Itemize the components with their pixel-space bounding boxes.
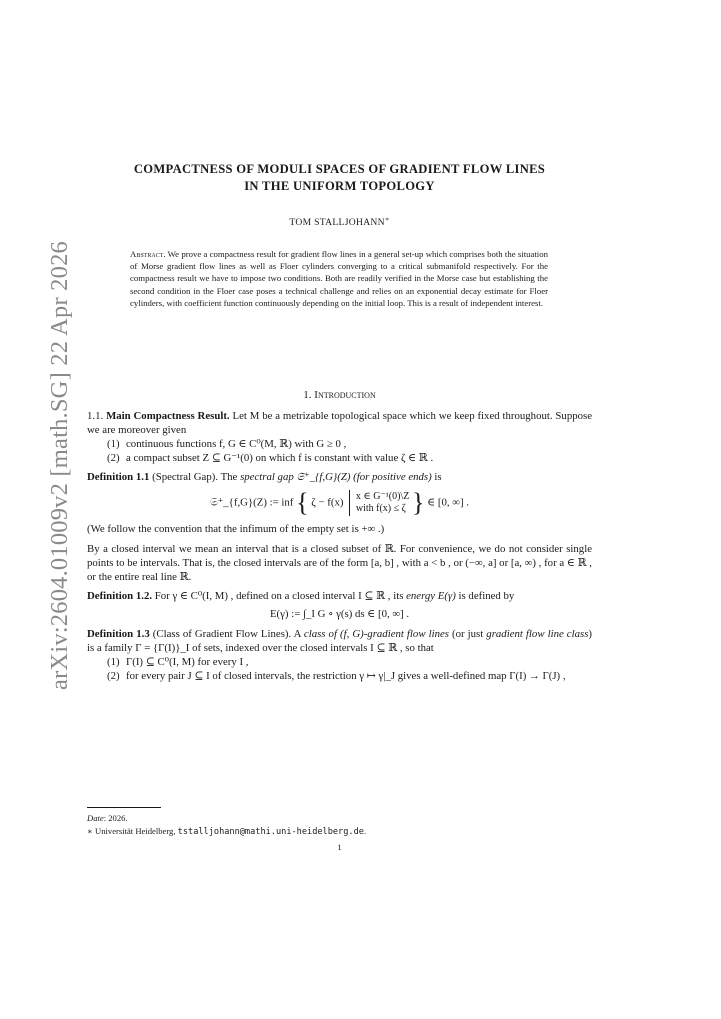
affiliation-mark: ∗ <box>87 826 93 836</box>
paper-title <box>87 161 592 195</box>
definition-label: Definition 1.2. <box>87 589 153 602</box>
arxiv-sidebar <box>20 241 73 690</box>
definition-name: (Class of Gradient Flow Lines). <box>152 628 292 641</box>
list-item-number: (1) <box>107 438 120 451</box>
definition-text: (or just <box>452 628 484 641</box>
closed-interval-paragraph: By a closed interval we mean an interval that is a closed subset of ℝ. For convenience, we do not consider single points to be intervals. That is, the closed intervals are of the form [a, b] , with a < b , or (−∞, a] or [a, ∞) , for a ∈ ℝ , or the entire real line ℝ. <box>87 542 592 583</box>
title-line-1: COMPACTNESS OF MODULI SPACES OF GRADIENT FLOW LINES <box>133 162 546 176</box>
date-label: Date <box>87 813 104 823</box>
definition-text: The <box>220 471 238 484</box>
definition-term: spectral gap 𝔖⁺_{f,G}(Z) (for positive ends) <box>240 471 432 484</box>
author-footnote-mark: ∗ <box>384 216 390 223</box>
list-item-number: (2) <box>107 452 120 465</box>
list-item-text: continuous functions f, G ∈ C⁰(M, ℝ) with G ≥ 0 , <box>126 438 347 451</box>
section-heading <box>87 389 592 401</box>
definition-1-2 <box>87 589 592 603</box>
page-number: 1 <box>337 842 342 852</box>
list-item-number: (2) <box>107 670 120 683</box>
title-line-2: IN THE UNIFORM TOPOLOGY <box>244 179 435 193</box>
author-name: TOM STALLJOHANN <box>289 217 385 229</box>
footnote-rule <box>87 807 161 808</box>
right-brace-icon: } <box>412 488 425 518</box>
divider <box>349 490 350 516</box>
definition-text: ) is a family Γ = {Γ(I)}_I of sets, indexed over the closed intervals I ⊆ ℝ , so that <box>87 628 593 655</box>
list-item-text: for every pair J ⊆ I of closed intervals, the restriction γ ↦ γ|_J gives a well-defined map Γ(I) → Γ(J) , <box>126 670 566 683</box>
definition-1-3 <box>87 627 592 655</box>
abstract-text: We prove a compactness result for gradient flow lines in a general set-up which comprises both the situation of Morse gradient flow lines as well as Floer cylinders converging to a critical submanifold respectively. For the compactness result we have to impose two conditions. Both are readily verified in the Morse case but establishing the second condition in the Floer case poses a technical challenge and relies on an exponential decay estimate for Floer cylinders, with coefficient function continuously depending on the initial loop. This is a result of independent interest. <box>130 249 548 308</box>
list-item-text: Γ(I) ⊆ C⁰(I, M) for every I , <box>126 656 249 669</box>
list-item <box>87 669 592 683</box>
date-footnote <box>87 812 592 825</box>
arxiv-identifier: arXiv:2604.01009v2 [math.SG] 22 Apr 2026 <box>46 241 73 690</box>
spectral-gap-equation <box>87 484 592 522</box>
date-value: : 2026. <box>103 813 128 823</box>
energy-equation: E(γ) := ∫_I G ∘ γ(s) ds ∈ [0, ∞] . <box>269 607 410 620</box>
author <box>87 215 592 228</box>
convention-note: (We follow the convention that the infimum of the empty set is +∞ .) <box>87 523 385 536</box>
footnotes <box>87 812 592 839</box>
subsection-title: Main Compactness Result. <box>106 410 230 422</box>
definition-1-1 <box>87 470 592 484</box>
email-link[interactable]: tstalljohann@mathi.uni-heidelberg.de <box>177 827 364 837</box>
list-item <box>87 655 592 669</box>
definition-label: Definition 1.3 <box>87 628 150 641</box>
list-item-number: (1) <box>107 656 120 669</box>
equation-expression: ζ − f(x) <box>311 496 344 509</box>
subsection-number: 1.1. <box>87 410 104 422</box>
definition-term: gradient flow line class <box>486 628 589 641</box>
section-title: Introduction <box>314 389 376 401</box>
definition-text: is defined by <box>458 589 515 602</box>
definition-term: energy E(γ) <box>406 589 456 602</box>
equation-lhs: 𝔖⁺_{f,G}(Z) := inf <box>210 496 294 509</box>
list-item <box>87 451 592 465</box>
equation-conditions <box>356 491 409 515</box>
abstract <box>130 248 548 309</box>
equation-condition-1: x ∈ G⁻¹(0)\Z <box>355 491 410 503</box>
definition-text: A <box>293 628 301 641</box>
email-end: . <box>363 826 367 836</box>
list-item <box>87 437 592 451</box>
equation-rhs: ∈ [0, ∞] . <box>427 496 469 509</box>
subsection-paragraph <box>87 409 592 437</box>
left-brace-icon: { <box>296 488 309 518</box>
affiliation-footnote <box>87 825 592 839</box>
definition-label: Definition 1.1 <box>87 471 150 484</box>
definition-name: (Spectral Gap). <box>152 471 219 484</box>
affiliation: Universität Heidelberg, <box>95 826 176 836</box>
equation-condition-2: with f(x) ≤ ζ <box>355 503 406 515</box>
definition-text: is <box>434 471 442 484</box>
subsection-intro: Let M be a metrizable topological space which we keep fixed throughout. Suppose we are moreover given <box>87 410 593 437</box>
definition-term: class of (f, G)-gradient flow lines <box>303 628 449 641</box>
body-text <box>87 409 592 683</box>
list-item-text: a compact subset Z ⊆ G⁻¹(0) on which f is constant with value ζ ∈ ℝ . <box>126 452 434 465</box>
definition-text: For γ ∈ C⁰(I, M) , defined on a closed interval I ⊆ ℝ , its <box>154 589 404 602</box>
abstract-label: Abstract. <box>130 249 166 259</box>
section-number: 1. <box>303 389 312 401</box>
